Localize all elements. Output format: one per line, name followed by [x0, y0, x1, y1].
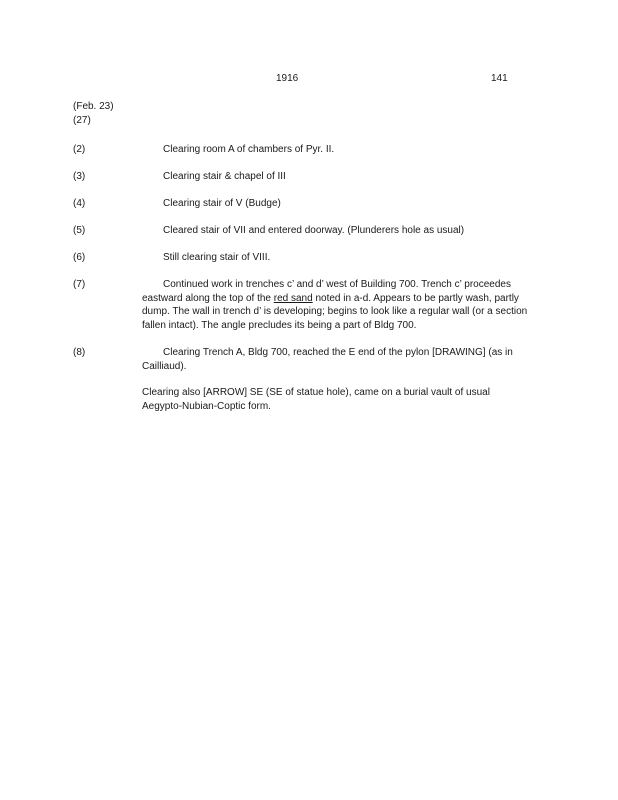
underlined-term: red sand — [273, 292, 313, 304]
entry-text-before: Continued work in trenches c’ and d’ west of Building 700. Trench c’ proceedes eastward along the top of the — [142, 279, 511, 304]
entry-day-number: (27) — [73, 115, 91, 126]
entry-date: (Feb. 23) — [73, 101, 114, 112]
entry-number: (7) — [73, 279, 86, 290]
entry-number: (5) — [73, 225, 86, 236]
entry-continuation: Clearing also [ARROW] SE (SE of statue hole), came on a burial vault of usual Aegypto-Nubian-Coptic form. — [142, 387, 490, 412]
entry-paragraph — [142, 278, 532, 332]
entry-text: Still clearing stair of VIII. — [163, 252, 271, 263]
header-year: 1916 — [276, 73, 299, 84]
page-number: 141 — [491, 73, 508, 84]
entry-number: (2) — [73, 144, 86, 155]
entry-number: (3) — [73, 171, 86, 182]
entry-text: Clearing stair & chapel of III — [163, 171, 286, 182]
entry-text: Clearing stair of V (Budge) — [163, 198, 281, 209]
entry-text: Clearing room A of chambers of Pyr. II. — [163, 144, 335, 155]
entry-number: (6) — [73, 252, 86, 263]
entry-text-after: noted in a-d. Appears to be partly wash, partly dump. The wall in trench d’ is developing; begins to look like a regular wall (or a section fallen intact). The angle precludes its being a part of Bldg 700. — [142, 292, 528, 331]
entry-text: Clearing Trench A, Bldg 700, reached the E end of the pylon [DRAWING] (as in Cailliaud). — [142, 347, 513, 372]
entry-number: (8) — [73, 347, 86, 358]
entry-text: Cleared stair of VII and entered doorway. (Plunderers hole as usual) — [163, 225, 465, 236]
entry-number: (4) — [73, 198, 86, 209]
